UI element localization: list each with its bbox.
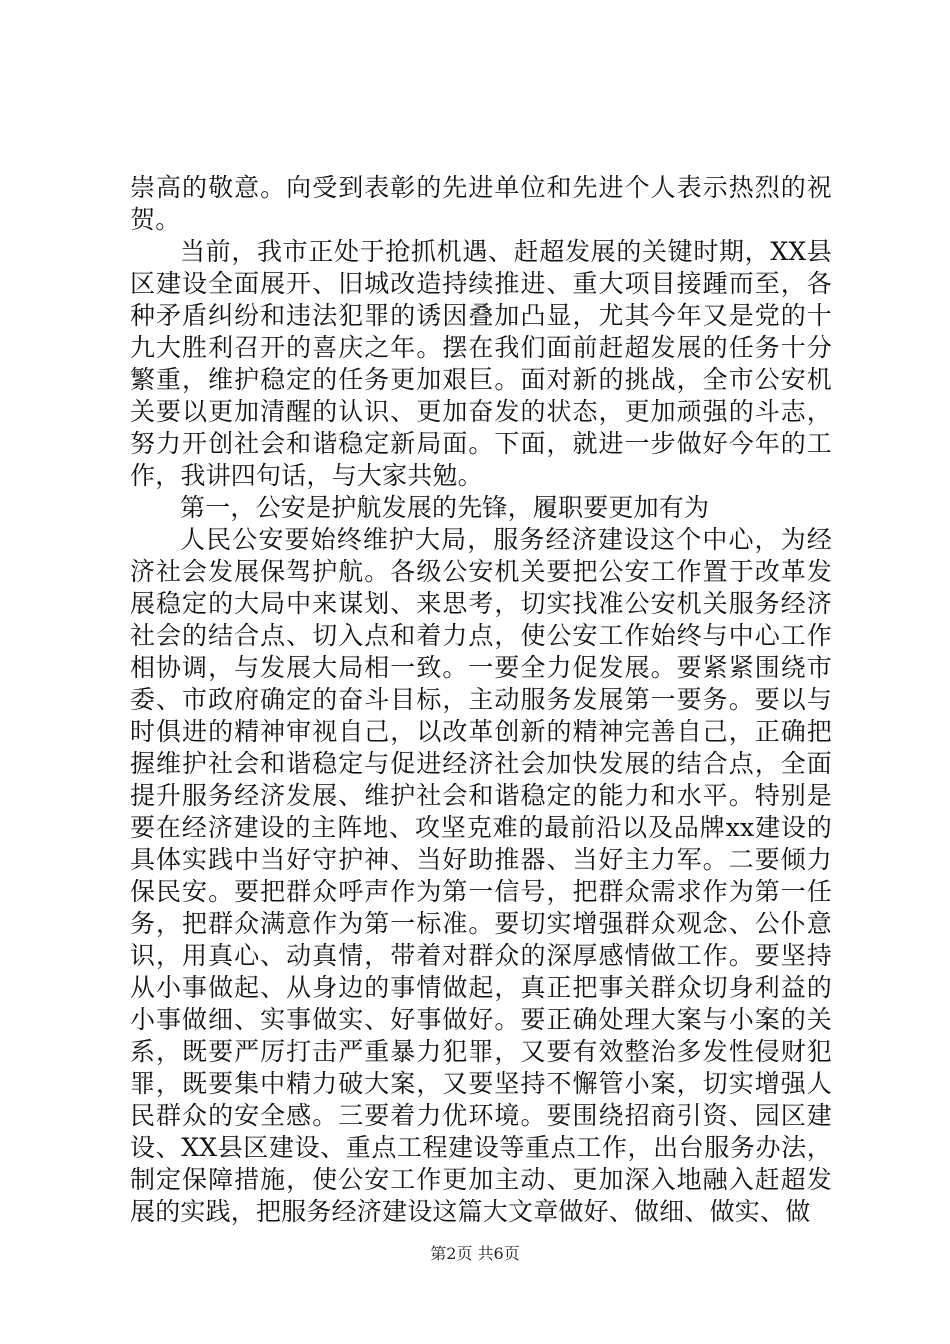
paragraph-current-situation: 当前，我市正处于抢抓机遇、赶超发展的关键时期，XX县区建设全面展开、旧城改造持续推进、重大项目接踵而至，各种矛盾纠纷和违法犯罪的诱因叠加凸显，尤其今年又是党的十九大胜利召开的喜庆之年。摆在我们面前赶超发展的任务十分繁重，维护稳定的任务更加艰巨。面对新的挑战，全市公安机关要以更加清醒的认识、更加奋发的状态，更加顽强的斗志，努力开创社会和谐稳定新局面。下面，就进一步做好今年的工作，我讲四句话，与大家共勉。 bbox=[130, 237, 832, 490]
paragraph-people-police: 人民公安要始终维护大局，服务经济建设这个中心，为经济社会发展保驾护航。各级公安机关要把公安工作置于改革发展稳定的大局中来谋划、来思考，切实找准公安机关服务经济社会的结合点、切入点和着力点，使公安工作始终与中心工作相协调，与发展大局相一致。一要全力促发展。要紧紧围绕市委、市政府确定的奋斗目标，主动服务发展第一要务。要以与时俱进的精神审视自己，以改革创新的精神完善自己，正确把握维护社会和谐稳定与促进经济社会加快发展的结合点，全面提升服务经济发展、维护社会和谐稳定的能力和水平。特别是要在经济建设的主阵地、攻坚克难的最前沿以及品牌xx建设的具体实践中当好守护神、当好助推器、当好主力军。二要倾力保民安。要把群众呼声作为第一信号，把群众需求作为第一任务，把群众满意作为第一标准。要切实增强群众观念、公仆意识，用真心、动真情，带着对群众的深厚感情做工作。要坚持从小事做起、从身边的事情做起，真正把事关群众切身利益的小事做细、实事做实、好事做好。要正确处理大案与小案的关系，既要严厉打击严重暴力犯罪，又要有效整治多发性侵财犯罪，既要集中精力破大案，又要坚持不懈管小案，切实增强人民群众的安全感。三要着力优环境。要围绕招商引资、园区建设、XX县区建设、重点工程建设等重点工作，出台服务办法，制定保障措施，使公安工作更加主动、更加深入地融入赶超发展的实践，把服务经济建设这篇大文章做好、做细、做实、做 bbox=[130, 525, 832, 1226]
page-footer bbox=[0, 1243, 950, 1265]
page-number-label: 第2页 共6页 bbox=[430, 1244, 520, 1263]
document-body bbox=[130, 172, 832, 1228]
paragraph-continuation: 崇高的敬意。向受到表彰的先进单位和先进个人表示热烈的祝贺。 bbox=[130, 173, 832, 234]
section-heading-first: 第一，公安是护航发展的先锋，履职要更加有为 bbox=[180, 493, 710, 522]
